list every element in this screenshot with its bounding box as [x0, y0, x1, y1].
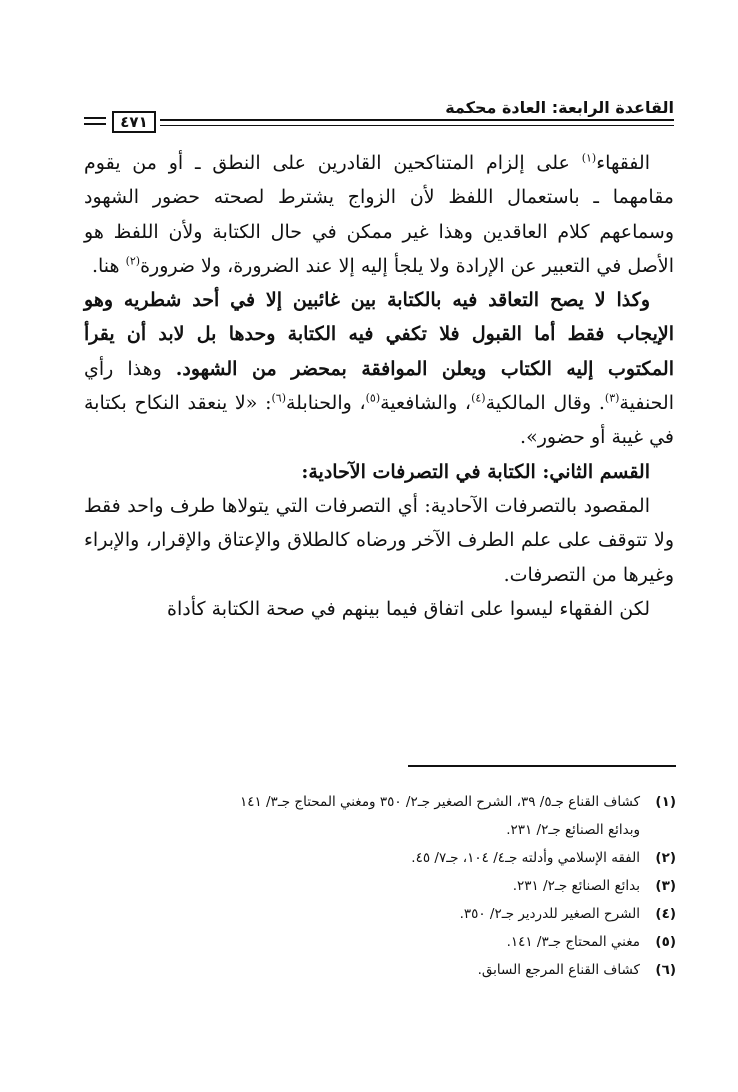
paragraph [84, 592, 674, 626]
footnote [84, 956, 676, 984]
footnote-ref: (١) [581, 151, 597, 165]
paragraph [84, 489, 674, 592]
text-run: وهذا رأي الحنفية [84, 357, 675, 415]
footnote-ref: (٥) [365, 391, 381, 405]
footnote-number: (٦) [655, 962, 676, 978]
footnote-text [84, 788, 640, 844]
footnote-text: بدائع الصنائع جـ٢/ ٢٣١. [512, 878, 640, 894]
footnote-line: وبدائع الصنائع جـ٢/ ٢٣١. [506, 822, 640, 838]
heading-text: القسم الثاني: الكتابة في التصرفات الآحادية: [301, 460, 650, 483]
footnote-ref: (٣) [604, 391, 620, 405]
footnotes [84, 788, 676, 984]
footnote-text: الشرح الصغير للدردير جـ٢/ ٣٥٠. [459, 906, 640, 922]
footnote-ref: (٤) [471, 391, 486, 405]
footnote [84, 788, 676, 844]
footnote-number: (٢) [655, 850, 676, 866]
text-run: الفقهاء [596, 152, 650, 174]
footnote [84, 900, 676, 928]
footnote-text: الفقه الإسلامي وأدلته جـ٤/ ١٠٤، جـ٧/ ٤٥. [411, 850, 640, 866]
main-text [84, 146, 674, 626]
footnote [84, 872, 676, 900]
footnote-number: (٣) [655, 878, 676, 894]
header-rule-thin [160, 125, 674, 126]
text-run: . وقال المالكية [485, 392, 605, 415]
footnote-ref: (٢) [125, 254, 141, 268]
footnote-ref: (٦) [271, 391, 286, 405]
text-run: : «لا ينعقد النكاح بكتابة في غيبة أو حضور». [84, 392, 674, 449]
paragraph [84, 283, 674, 454]
text-run: المقصود بالتصرفات الآحادية: أي التصرفات التي يتولاها طرف واحد فقط ولا تتوقف على علم الطرف الآخر ورضاه كالطلاق والإعتاق والإقرار، والإبراء وغيرها من التصرفات. [84, 494, 674, 586]
text-run: لكن الفقهاء ليسوا على اتفاق فيما بينهم في صحة الكتابة كأداة [167, 597, 650, 620]
text-run: على إلزام المتناكحين القادرين على النطق ـ أو من يقوم مقامهما ـ باستعمال اللفظ لأن الزواج يشترط لصحته حضور الشهود وسماعهم كلام العاقدين وهذا غير ممكن في حال الكتابة ولأن اللفظ هو الأصل في التعبير عن الإرادة ولا يلجأ إليه إلا عند الضرورة، ولا ضرورة [84, 152, 674, 277]
footnote [84, 844, 676, 872]
page-header [84, 98, 674, 138]
bold-text: وكذا لا يصح التعاقد فيه بالكتابة بين غائبين إلا في أحد شطريه وهو الإيجاب فقط أما القبول فلا تكفي فيه الكتابة وحدها بل لابد أن يقرأ المكتوب إليه الكتاب ويعلن الموافقة بمحضر من الشهود. [84, 289, 674, 380]
footnote-number: (٤) [655, 906, 676, 922]
footnote-text: كشاف القناع المرجع السابق. [477, 962, 640, 978]
footnote-separator [408, 765, 676, 767]
footnote-number: (٥) [655, 934, 676, 950]
text-run: ، والحنابلة [285, 392, 366, 415]
text-run: ، والشافعية [380, 392, 472, 415]
header-rule [160, 119, 674, 121]
footnote-number: (١) [655, 794, 676, 810]
running-title: القاعدة الرابعة: العادة محكمة [445, 98, 674, 117]
paragraph [84, 146, 674, 283]
section-heading [84, 455, 674, 489]
page-number: ٤٧١ [112, 111, 156, 133]
footnote [84, 928, 676, 956]
ornament-lines [84, 117, 106, 127]
footnote-line: كشاف القناع جـ٥/ ٣٩، الشرح الصغير جـ٢/ ٣٥٠ ومغني المحتاج جـ٣/ ١٤١ [239, 794, 640, 810]
text-run: هنا. [91, 254, 126, 277]
footnote-text: مغني المحتاج جـ٣/ ١٤١. [506, 934, 640, 950]
